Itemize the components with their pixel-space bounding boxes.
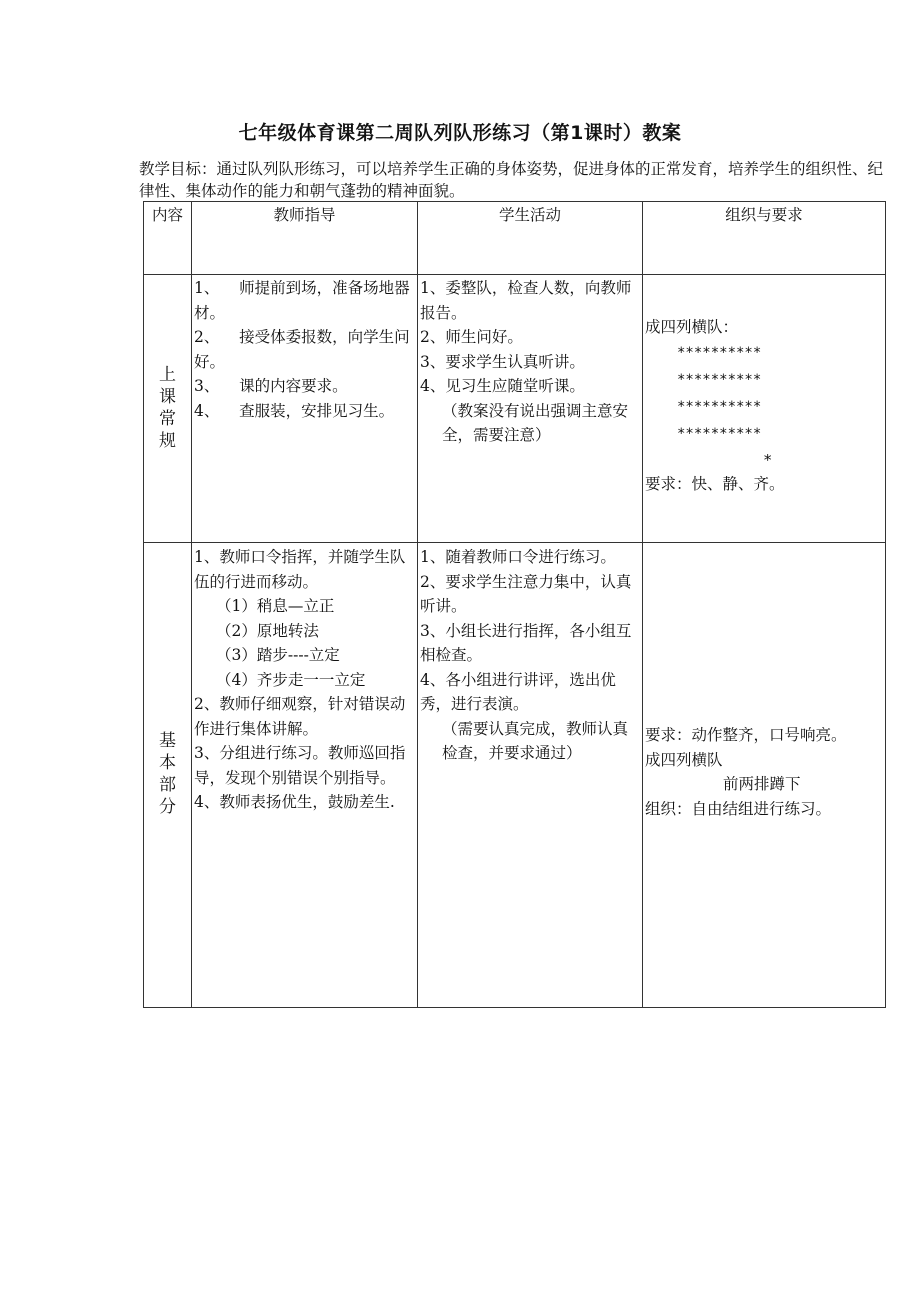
main-part-row (144, 543, 886, 1008)
list-item: （教案没有说出强调主意安全，需要注意） (442, 401, 629, 444)
list-item: 4、教师表扬优生，鼓励差生. (194, 793, 395, 811)
requirement-text: 要求：快、静、齐。 (645, 475, 785, 493)
routine-teacher-cell (192, 275, 418, 543)
header-teacher-guidance: 教师指导 (192, 202, 418, 275)
list-item: 1、随着教师口令进行练习。 (420, 548, 616, 566)
list-item: 4、各小组进行讲评，选出优秀，进行表演。 (420, 670, 616, 713)
main-student-cell (418, 543, 643, 1008)
header-content: 内容 (144, 202, 192, 275)
routine-label-cell (144, 275, 192, 543)
formation-row: ********** (677, 344, 762, 361)
list-item: 3、分组进行练习。教师巡回指导，发现个别错误个别指导。 (194, 744, 406, 787)
list-item: （需要认真完成，教师认真检查，并要求通过） (442, 719, 629, 762)
routine-label: 上课常规 (159, 364, 176, 451)
list-item: （2）原地转法 (216, 621, 319, 640)
lesson-plan-table (143, 201, 886, 1008)
list-item: 4、见习生应随堂听课。 (420, 377, 585, 395)
list-item: 1、委整队，检查人数，向教师报告。 (420, 279, 632, 322)
list-item: 4、 查服装，安排见习生。 (194, 401, 395, 420)
list-item: 2、师生问好。 (420, 328, 523, 346)
list-item: （1）稍息—立正 (216, 597, 335, 615)
requirement-text: 要求：动作整齐，口号响亮。 (645, 726, 847, 744)
list-item: （3）踏步----立定 (216, 646, 340, 664)
list-item: 3、小组长进行指挥，各小组互相检查。 (420, 621, 632, 664)
list-item: （4）齐步走一一立定 (216, 670, 366, 689)
routine-student-cell (418, 275, 643, 543)
teacher-position-mark: * (763, 450, 773, 469)
list-item: 2、教师仔细观察，针对错误动作进行集体讲解。 (194, 695, 406, 738)
formation-row: ********** (677, 371, 762, 388)
list-item: 1、教师口令指挥，并随学生队伍的行进而移动。 (194, 548, 406, 591)
header-row (144, 202, 886, 275)
header-student-activity: 学生活动 (418, 202, 643, 275)
list-item: 3、 课的内容要求。 (194, 377, 348, 395)
routine-row (144, 275, 886, 543)
formation-label: 成四列横队 (645, 750, 723, 769)
formation-row: ********** (677, 398, 762, 415)
main-label: 基本部分 (159, 731, 176, 818)
main-org-cell (643, 543, 886, 1008)
header-organization: 组织与要求 (643, 202, 886, 275)
list-item: 3、要求学生认真听讲。 (420, 352, 585, 371)
formation-label: 成四列横队： (645, 318, 739, 336)
main-teacher-cell (192, 543, 418, 1008)
list-item: 1、 师提前到场，准备场地器材。 (194, 279, 410, 322)
main-label-cell (144, 543, 192, 1008)
organization-text: 组织：自由结组进行练习。 (645, 799, 832, 818)
teaching-goal: 教学目标：通过队列队形练习，可以培养学生正确的身体姿势，促进身体的正常发育，培养学生的组织性、纪律性、集体动作的能力和朝气蓬勃的精神面貌。 (139, 160, 884, 200)
formation-note: 前两排蹲下 (723, 775, 801, 793)
formation-row: ********** (677, 425, 762, 442)
routine-org-cell (643, 275, 886, 543)
document-title: 七年级体育课第二周队列队形练习（第1课时）教案 (238, 122, 682, 144)
list-item: 2、 接受体委报数，向学生问好。 (194, 328, 410, 371)
list-item: 2、要求学生注意力集中，认真听讲。 (420, 572, 632, 615)
